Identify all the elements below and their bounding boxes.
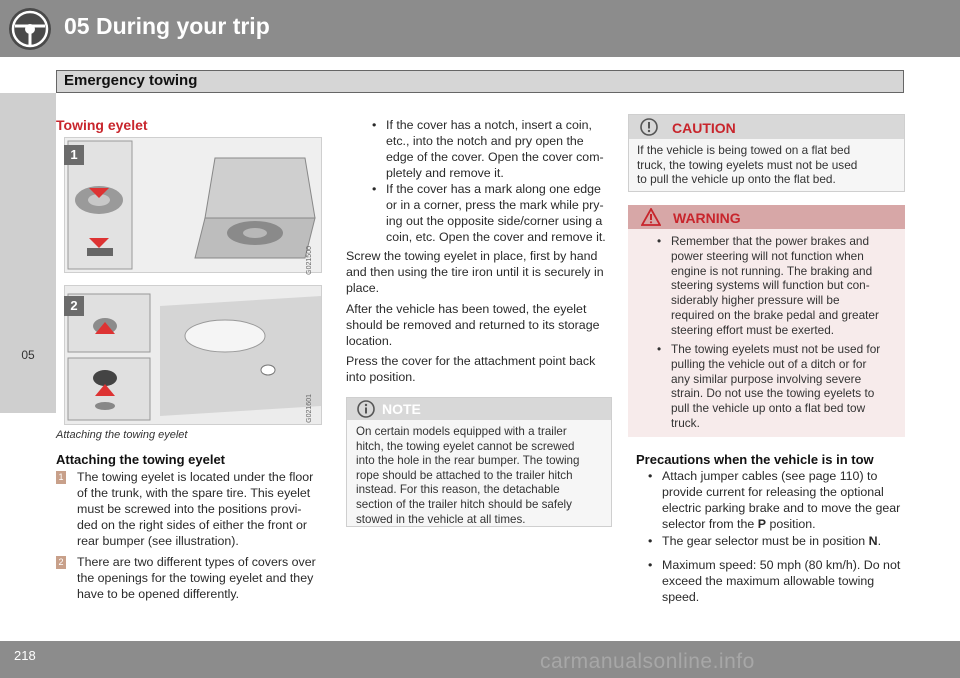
warning-bullet-1: Remember that the power brakes and power steering will not function when engine is not running. The braking and steering systems will function but con- siderably higher pressure will be required on the brake pedal and greater steering effort must be exerted. (671, 234, 879, 337)
towing-eyelet-heading: Towing eyelet (56, 117, 148, 133)
after-towing-paragraph: After the vehicle has been towed, the eyelet should be removed and returned to its storage location. (346, 302, 600, 348)
step-1-text: The towing eyelet is located under the floor of the trunk, with the spare tire. This eyelet must be screwed into the positions provi- ded on the right sides of either the front or rear bumper (see illustration). (77, 470, 314, 548)
chapter-title: 05 During your trip (64, 13, 270, 39)
step-marker-1: 1 (56, 471, 66, 484)
illustration-badge-1: 1 (64, 145, 84, 165)
warning-triangle-icon (641, 208, 661, 231)
caution-title: CAUTION (672, 120, 736, 136)
section-title: Emergency towing (64, 72, 198, 89)
cover-notch-bullet: If the cover has a notch, insert a coin, etc., into the notch and pry open the edge of the cover. Open the cover com- pletely and remove it. (386, 118, 604, 180)
cover-mark-bullet: If the cover has a mark along one edge or in a corner, press the mark while pry- ing out the opposite side/corner using a coin, etc. Open the cover and remove it. (386, 182, 606, 244)
footer-bar (0, 641, 960, 678)
caution-header (629, 115, 904, 139)
caution-icon (640, 118, 658, 141)
watermark: carmanualsonline.info (540, 650, 755, 673)
caution-text: If the vehicle is being towed on a flat bed truck, the towing eyelets must not be used to pull the vehicle up onto the flat bed. (637, 143, 858, 187)
bumper-illustration (64, 285, 322, 425)
illustration-caption: Attaching the towing eyelet (56, 429, 188, 441)
precaution-bullet-1: Attach jumper cables (see page 110) to provide current for releasing the optional electric parking brake and to move the gear selector from the P position. (662, 469, 901, 531)
image-code-1: G021500 (306, 246, 313, 275)
precaution-bullet-3: Maximum speed: 50 mph (80 km/h). Do not exceed the maximum allowable towing speed. (662, 558, 901, 604)
step-2-text: There are two different types of covers over the openings for the towing eyelet and they have to be opened differently. (77, 555, 316, 601)
warning-bullet-2: The towing eyelets must not be used for pulling the vehicle out of a ditch or for any similar purpose involving severe strain. Do not use the towing eyelets to pull the vehicle up onto a flat bed tow truck. (671, 342, 881, 430)
warning-title: WARNING (673, 210, 741, 226)
step-marker-2: 2 (56, 556, 66, 569)
precaution-bullet-2: The gear selector must be in position N. (662, 534, 882, 548)
chapter-tab-number: 05 (21, 348, 35, 362)
steering-wheel-icon (9, 8, 51, 50)
page-number: 218 (14, 648, 36, 663)
note-title: NOTE (382, 401, 421, 417)
illustration-badge-2: 2 (64, 296, 84, 316)
trunk-illustration (64, 137, 322, 273)
screw-eyelet-paragraph: Screw the towing eyelet in place, first by hand and then using the tire iron until it is securely in place. (346, 249, 604, 295)
note-text: On certain models equipped with a trailer hitch, the towing eyelet cannot be screwed into the hole in the rear bumper. The towing rope should be attached to the trailer hitch instead. For this reason, the detachable section of the trailer hitch should be safely stowed in the vehicle at all times. (356, 425, 580, 526)
image-code-2: G021601 (306, 394, 313, 423)
precautions-heading: Precautions when the vehicle is in tow (636, 452, 874, 467)
info-icon (357, 400, 375, 423)
attaching-subheading: Attaching the towing eyelet (56, 452, 226, 467)
warning-header (628, 205, 905, 229)
chapter-side-tab (0, 93, 56, 413)
press-cover-paragraph: Press the cover for the attachment point back into position. (346, 354, 596, 384)
